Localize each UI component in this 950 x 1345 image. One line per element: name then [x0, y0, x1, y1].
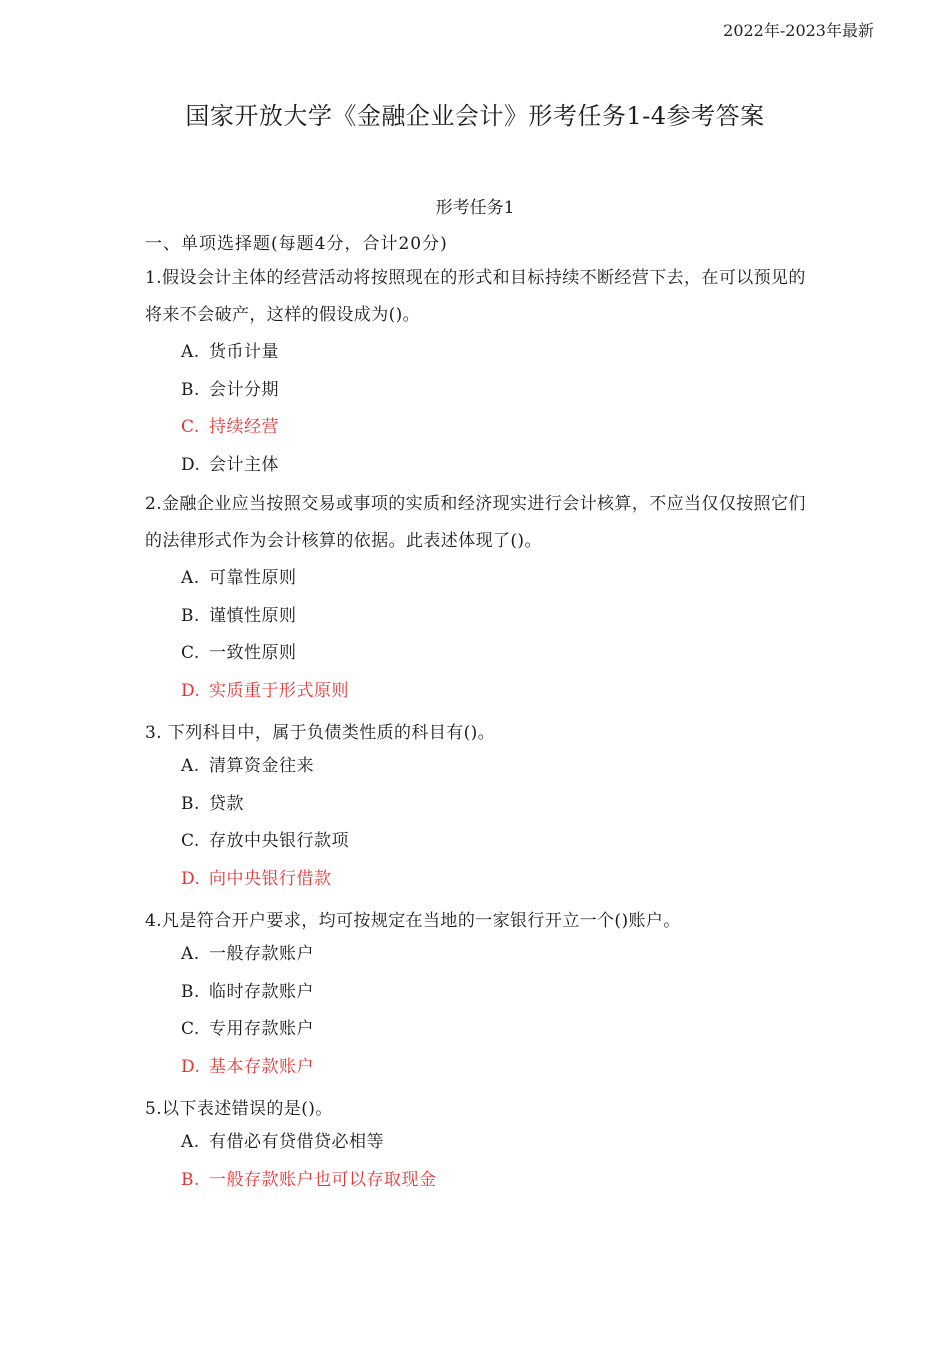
option [145, 334, 810, 372]
option-letter: B. [181, 981, 200, 1002]
option-correct [145, 861, 810, 899]
option-letter: B. [181, 793, 200, 814]
option-letter: C. [181, 831, 200, 851]
part-heading: 一、单项选择题(每题4分，合计20分) [145, 234, 448, 254]
option-text: 贷款 [209, 793, 244, 814]
option [145, 1124, 810, 1162]
option-text: 会计主体 [209, 454, 279, 475]
option [145, 635, 810, 673]
option-text: 持续经营 [209, 417, 279, 437]
option-text: 一般存款账户也可以存取现金 [209, 1169, 437, 1190]
option-text: 存放中央银行款项 [209, 831, 349, 851]
option-text: 实质重于形式原则 [209, 680, 349, 701]
option-text: 临时存款账户 [209, 981, 314, 1002]
option-letter: C. [181, 1019, 200, 1039]
question-text: 1.假设会计主体的经营活动将按照现在的形式和目标持续不断经营下去，在可以预见的将来不会破产，这样的假设成为()。 [145, 268, 806, 325]
option-letter: D. [181, 454, 201, 475]
option [145, 936, 810, 974]
option-letter: C. [181, 417, 200, 437]
question-2 [145, 486, 810, 710]
option-text: 一致性原则 [209, 643, 297, 663]
option-text: 有借必有贷借贷必相等 [209, 1132, 384, 1152]
option-text: 专用存款账户 [209, 1019, 314, 1039]
option-letter: D. [181, 680, 201, 701]
option-letter: D. [181, 868, 201, 889]
option-letter: B. [181, 1169, 200, 1190]
option-correct [145, 1162, 810, 1200]
option-text: 会计分期 [209, 379, 279, 400]
option-text: 基本存款账户 [209, 1056, 314, 1077]
option [145, 372, 810, 410]
question-3 [145, 718, 810, 898]
option [145, 823, 810, 861]
option-letter: A. [181, 1132, 200, 1152]
header-note: 2022年-2023年最新 [723, 21, 874, 40]
option-text: 向中央银行借款 [209, 868, 332, 889]
option [145, 786, 810, 824]
option-correct [145, 673, 810, 711]
option [145, 598, 810, 636]
question-text: 3. 下列科目中，属于负债类性质的科目有()。 [145, 723, 496, 743]
option [145, 748, 810, 786]
document-title: 国家开放大学《金融企业会计》形考任务1-4参考答案 [185, 102, 765, 130]
option-text: 可靠性原则 [209, 568, 297, 588]
option [145, 447, 810, 485]
option-correct [145, 1049, 810, 1087]
option-letter: C. [181, 643, 200, 663]
question-5 [145, 1094, 810, 1199]
option [145, 1011, 810, 1049]
option-text: 一般存款账户 [209, 944, 314, 964]
section-title: 形考任务1 [435, 198, 515, 218]
question-4 [145, 906, 810, 1086]
option [145, 974, 810, 1012]
question-text: 2.金融企业应当按照交易或事项的实质和经济现实进行会计核算，不应当仅仅按照它们的法律形式作为会计核算的依据。此表述体现了()。 [145, 494, 806, 551]
question-1 [145, 260, 810, 484]
document-body [145, 230, 810, 1199]
option-letter: A. [181, 756, 200, 776]
option-letter: A. [181, 944, 200, 964]
option-letter: A. [181, 568, 200, 588]
option-correct [145, 409, 810, 447]
option-letter: B. [181, 605, 200, 626]
option-letter: B. [181, 379, 200, 400]
option-text: 谨慎性原则 [209, 605, 297, 626]
option-letter: A. [181, 342, 200, 362]
option [145, 560, 810, 598]
option-letter: D. [181, 1056, 201, 1077]
option-text: 清算资金往来 [209, 756, 314, 776]
option-text: 货币计量 [209, 342, 279, 362]
question-text: 4.凡是符合开户要求，均可按规定在当地的一家银行开立一个()账户。 [145, 911, 681, 931]
question-text: 5.以下表述错误的是()。 [145, 1099, 333, 1119]
